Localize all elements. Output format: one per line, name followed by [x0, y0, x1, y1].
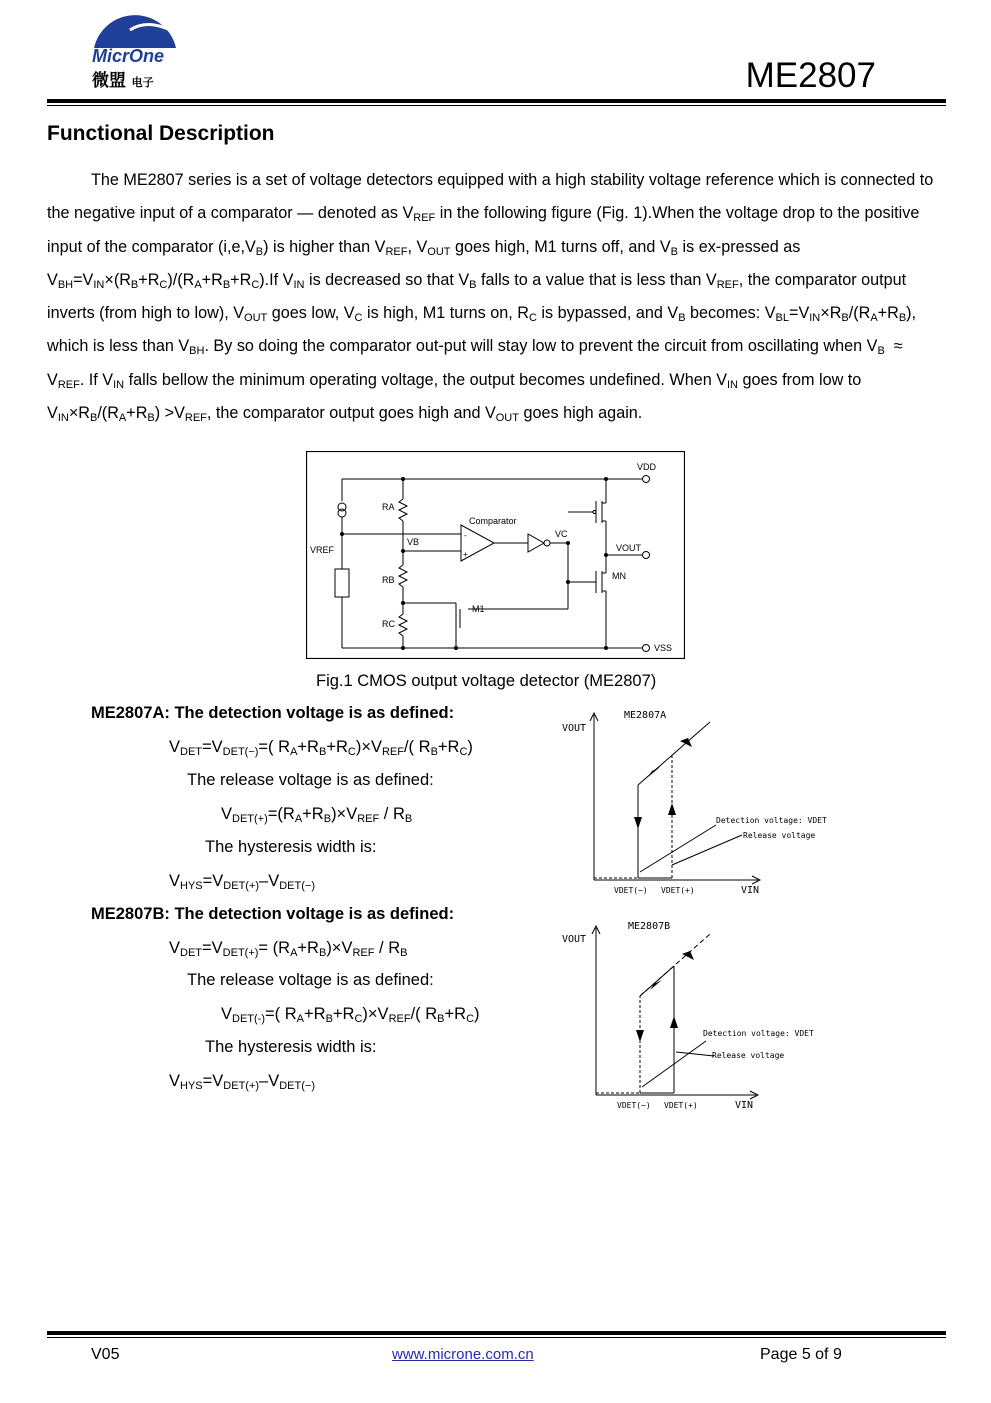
- graph-b-annot-1: Detection voltage: VDET: [703, 1029, 814, 1038]
- graph-b-y-label: VOUT: [562, 934, 587, 945]
- logo-text-cn: 微盟: [92, 71, 126, 91]
- svg-text:-: -: [464, 531, 467, 540]
- spec-a-release-label: The release voltage is as defined:: [187, 771, 434, 789]
- logo-text-en: MicrOne: [92, 46, 165, 66]
- footer-rule-thick: [47, 1331, 946, 1335]
- section-title: Functional Description: [47, 122, 275, 145]
- graph-b-annot-2: Release voltage: [712, 1051, 785, 1060]
- label-m1: M1: [472, 604, 485, 614]
- doc-title: ME2807: [745, 56, 876, 95]
- label-vref: VREF: [310, 545, 335, 555]
- graph-b-tick-2: VDET(+): [664, 1101, 698, 1110]
- body-paragraph: The ME2807 series is a set of voltage detectors equipped with a high stability voltage reference which is connected to the negative input of a comparator — denoted as $V_{REF}$ in the following figure (Fig. 1).When the voltage drop to the positive input of the comparator $(i,e,V_B)$ is higher than $V_{REF}$, $V_{OUT}$ goes high, M1 turns off, and $V_B$ is ex-pressed as $V_{BH}=V_{IN}\times(R_B+R_C)/(R_A+R_B+R_C).If$ $V_{IN}$ is decreased so that $V_B$ falls to a value that is less than $V_{REF}$, the comparator output inverts (from high to low), $V_{OUT}$ goes low, $V_C$ is high, M1 turns on, $R_C$ is bypassed, and $V_B$ becomes: $V_{BL}=V_{IN}\times R_B/(R_A+R_B)$, which is less than $V_{BH}$. By so doing the comparator out-put will stay low to prevent the circuit from oscillating when $V_B \approx V_{REF}$. If $V_{IN}$ falls bellow the minimum operating voltage, the output becomes undefined. When $V_{IN}$ goes from low to $V_{IN}\times R_B/(R_A+R_B) >V_{REF}$, the comparator output goes high and $V_{OUT}$ goes high again.: [47, 171, 934, 425]
- footer-version: V05: [91, 1346, 120, 1363]
- circuit-diagram: [306, 451, 685, 659]
- graph-a-annot-2: Release voltage: [743, 831, 816, 840]
- footer-website-link[interactable]: www.microne.com.cn: [392, 1346, 534, 1363]
- label-comparator: Comparator: [469, 516, 517, 526]
- graph-a-tick-2: VDET(+): [661, 886, 695, 895]
- label-vc: VC: [555, 529, 568, 539]
- label-vout: VOUT: [616, 543, 642, 553]
- spec-a-detection-formula: $V_{DET}=V_{DET(-)}=$( $R_A+R_B+R_C)\times V_{REF}/$( $R_B+R_C$): [169, 738, 473, 758]
- graph-a-tick-1: VDET(−): [614, 886, 648, 895]
- spec-a-heading: ME2807A: The detection voltage is as defined:: [91, 704, 455, 722]
- spec-b-hysteresis-label: The hysteresis width is:: [205, 1038, 377, 1056]
- graph-a-annot-1: Detection voltage: VDET: [716, 816, 827, 825]
- hysteresis-graph-b: [560, 918, 850, 1113]
- logo-text-cn-small: 电子: [131, 76, 154, 89]
- graph-a-y-label: VOUT: [562, 723, 587, 734]
- footer-page-number: Page 5 of 9: [760, 1346, 842, 1363]
- footer-rule-thin: [47, 1337, 946, 1338]
- spec-a-hysteresis-formula: $V_{HYS}=V_{DET(+)}-V_{DET(-)}$: [169, 872, 315, 892]
- label-mn: MN: [612, 571, 626, 581]
- spec-a-release-formula: $V_{DET(+)}=(R_A+R_B)\times V_{REF} / R_B$: [221, 805, 413, 825]
- graph-b-tick-1: VDET(−): [617, 1101, 651, 1110]
- graph-b-x-label: VIN: [735, 1100, 754, 1111]
- label-rb: RB: [382, 575, 395, 585]
- label-vdd: VDD: [637, 462, 657, 472]
- spec-b-release-formula: $V_{DET(-)}=$( $R_A+R_B+R_C)\times V_{REF}/$( $R_B+R_C$): [221, 1005, 480, 1025]
- spec-b-heading: ME2807B: The detection voltage is as defined:: [91, 905, 455, 923]
- figure-caption: Fig.1 CMOS output voltage detector (ME2807): [316, 672, 657, 690]
- graph-b-title: ME2807B: [628, 921, 671, 932]
- spec-a-hysteresis-label: The hysteresis width is:: [205, 838, 377, 856]
- label-rc: RC: [382, 619, 395, 629]
- svg-text:+: +: [463, 550, 468, 559]
- spec-b-detection-formula: $V_{DET}=V_{DET(+)}= (R_A+R_B)\times V_{REF} / R_B$: [169, 939, 408, 959]
- label-vb: VB: [407, 537, 420, 547]
- label-vss: VSS: [654, 643, 673, 653]
- header-rule-thin: [47, 105, 946, 106]
- logo-text-cn-group: [92, 66, 154, 91]
- label-ra: RA: [382, 502, 395, 512]
- hysteresis-graph-a: [560, 705, 850, 900]
- spec-b-hysteresis-formula: $V_{HYS}=V_{DET(+)}-V_{DET(-)}$: [169, 1072, 315, 1092]
- header-rule-thick: [47, 99, 946, 103]
- spec-b-release-label: The release voltage is as defined:: [187, 971, 434, 989]
- graph-a-x-label: VIN: [741, 885, 760, 896]
- graph-a-title: ME2807A: [624, 710, 667, 721]
